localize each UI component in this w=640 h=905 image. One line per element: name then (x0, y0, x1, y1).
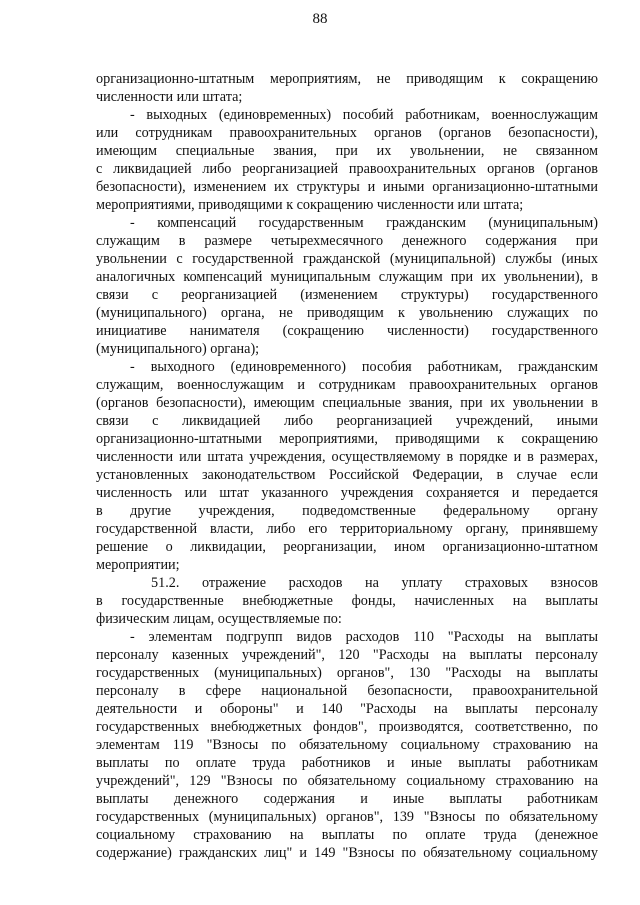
text-line: аналогичных компенсаций муниципальным служащим при их увольнении), в (96, 269, 598, 285)
text-line: связи с реорганизацией (изменением структуры) государственного (96, 287, 598, 303)
text-line: в другие учреждения, подведомственные федеральному органу (96, 503, 598, 519)
text-line: установленных законодательством Российской Федерации, в случае если (96, 467, 598, 483)
text-line: государственных внебюджетных фондов", производятся, соответственно, по (96, 719, 598, 735)
text-line: или сотрудникам правоохранительных органов (органов безопасности), (96, 125, 598, 141)
text-line: персоналу казенных учреждений", 120 "Расходы на выплаты персоналу (96, 647, 598, 663)
document-body-text (96, 70, 598, 862)
text-line: мероприятиями, приводящими к сокращению численности или штата; (96, 197, 524, 213)
text-line: численности или штата учреждения, осуществляемому в порядке и в размерах, (96, 449, 598, 465)
text-line: решение о ликвидации, реорганизации, ином организационно-штатном (96, 539, 598, 555)
text-line: учреждений", 129 "Взносы по обязательному социальному страхованию на (96, 773, 598, 789)
text-line: - выходных (единовременных) пособий работникам, военнослужащим (130, 107, 598, 123)
text-line: имеющим специальные звания, при их увольнении, не связанном (96, 143, 598, 159)
text-line: выплаты денежного содержания и иные выплаты работникам (96, 791, 598, 807)
text-line: (муниципального) органа, не приводящим к увольнению служащих по (96, 305, 598, 321)
text-line: - элементам подгрупп видов расходов 110 "Расходы на выплаты (130, 629, 598, 645)
text-line: мероприятии; (96, 557, 180, 573)
text-line: численности или штата; (96, 89, 243, 105)
text-line: (органов безопасности), имеющим специальные звания, при их увольнении в (96, 395, 598, 411)
text-line: инициативе нанимателя (сокращению численности) государственного (96, 323, 598, 339)
text-line: государственной власти, либо его территориальному органу, принявшему (96, 521, 598, 537)
text-line: выплаты по оплате труда работников и иные выплаты работникам (96, 755, 598, 771)
text-line: связи с ликвидацией либо реорганизацией учреждений, иными (96, 413, 598, 429)
text-line: служащим, военнослужащим и сотрудникам правоохранительных органов (96, 377, 598, 393)
text-line: деятельности и обороны" и 140 "Расходы на выплаты персоналу (96, 701, 598, 717)
text-line: организационно-штатным мероприятиям, не приводящим к сокращению (96, 71, 598, 87)
text-line: государственных (муниципальных) органов", 130 "Расходы на выплаты (96, 665, 598, 681)
text-line: служащим в размере четырехмесячного денежного содержания при (96, 233, 598, 249)
text-line: с ликвидацией либо реорганизацией правоохранительных органов (органов (96, 161, 598, 177)
text-line: персоналу в сфере национальной безопасности, правоохранительной (96, 683, 598, 699)
text-line: социальному страхованию на выплаты по оплате труда (денежное (96, 827, 598, 843)
text-line: физическим лицам, осуществляемые по: (96, 611, 342, 627)
text-line: в государственные внебюджетные фонды, начисленных на выплаты (96, 593, 598, 609)
text-line: - компенсаций государственным гражданским (муниципальным) (130, 215, 598, 231)
text-line: увольнении с государственной гражданской (муниципальной) службы (иных (96, 251, 598, 267)
text-line: элементам 119 "Взносы по обязательному социальному страхованию на (96, 737, 598, 753)
text-line: государственных (муниципальных) органов", 139 "Взносы по обязательному (96, 809, 598, 825)
text-line: безопасности), изменением их структуры и иными организационно-штатными (96, 179, 598, 195)
text-line: - выходного (единовременного) пособия работникам, гражданским (130, 359, 598, 375)
text-line: (муниципального) органа); (96, 341, 260, 357)
text-line: организационно-штатными мероприятиями, приводящими к сокращению (96, 431, 598, 447)
page-number: 88 (312, 11, 328, 27)
text-line: численность или штат указанного учреждения сохраняется и передается (96, 485, 598, 501)
text-line: 51.2. отражение расходов на уплату страховых взносов (151, 575, 598, 591)
text-line: содержание) гражданских лиц" и 149 "Взносы по обязательному социальному (96, 845, 598, 861)
